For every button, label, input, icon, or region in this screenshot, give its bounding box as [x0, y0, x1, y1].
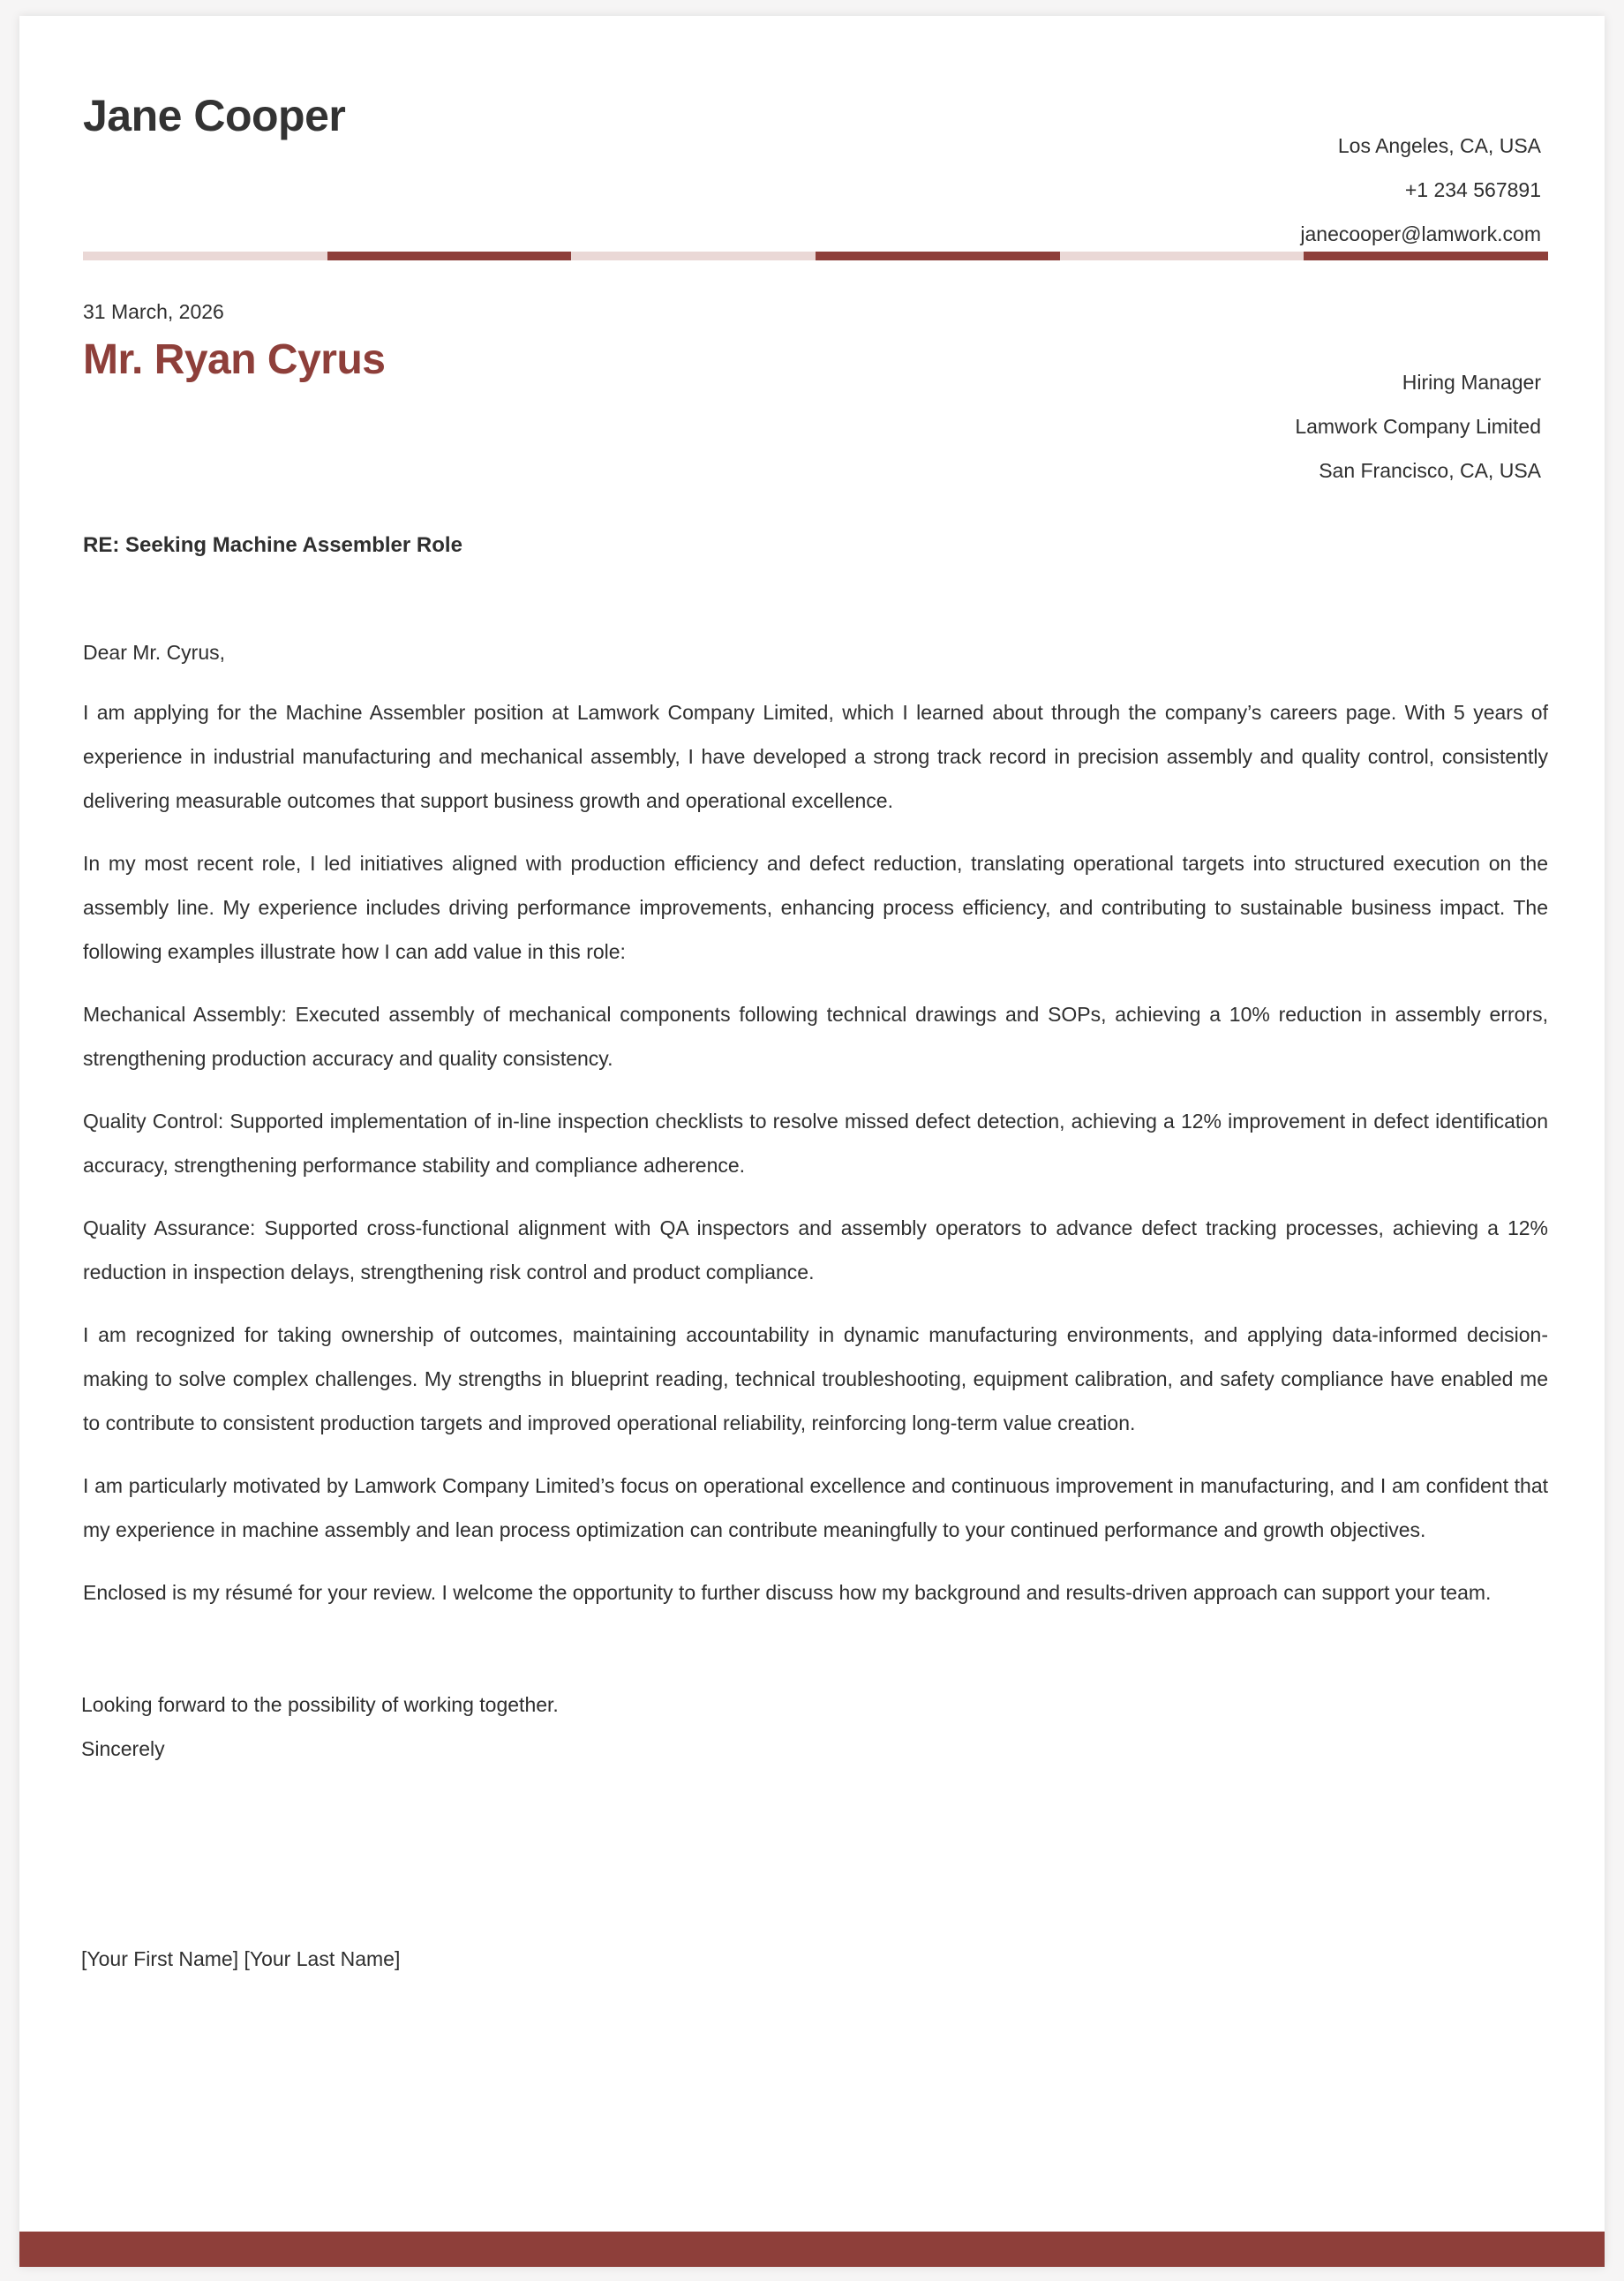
letter-page — [19, 16, 1605, 2267]
body-paragraph: Mechanical Assembly: Executed assembly of mechanical components following technical drawings and SOPs, achieving a 10% reduction in assembly errors, strengthening production accuracy and quality consistency. — [83, 1003, 1548, 1070]
divider-segment — [83, 252, 327, 260]
header-divider — [83, 252, 1548, 260]
letter-date: 31 March, 2026 — [83, 300, 224, 323]
sender-location: Los Angeles, CA, USA — [1337, 134, 1541, 157]
sender-name: Jane Cooper — [83, 91, 346, 140]
body-paragraph: Enclosed is my résumé for your review. I welcome the opportunity to further discuss how my background and results-driven approach can support your team. — [83, 1581, 1492, 1604]
letter-body — [83, 630, 1548, 1633]
divider-segment — [1304, 252, 1548, 260]
divider-segment — [327, 252, 572, 260]
closing-line: Looking forward to the possibility of working together. — [81, 1693, 559, 1716]
sender-contact — [1300, 124, 1541, 256]
sign-off: Sincerely — [81, 1737, 165, 1760]
recipient-title: Hiring Manager — [1402, 371, 1541, 394]
salutation: Dear Mr. Cyrus, — [83, 641, 226, 664]
subject-line: RE: Seeking Machine Assembler Role — [83, 533, 462, 557]
signature-name: [Your First Name] [Your Last Name] — [81, 1947, 401, 1970]
body-paragraph: In my most recent role, I led initiatives aligned with production efficiency and defect reduction, translating operational targets into structured execution on the assembly line. My experience includes driving performance improvements, enhancing process efficiency, and contributing to sustainable business impact. The following examples illustrate how I can add value in this role: — [83, 852, 1548, 963]
closing-block — [81, 1683, 559, 1771]
body-paragraph: Quality Control: Supported implementation of in-line inspection checklists to resolve missed defect detection, achieving a 12% improvement in defect identification accuracy, strengthening performance stability and compliance adherence. — [83, 1110, 1548, 1177]
recipient-name: Mr. Ryan Cyrus — [83, 336, 386, 383]
body-paragraph: I am particularly motivated by Lamwork Company Limited’s focus on operational excellence and continuous improvement in manufacturing, and I am confident that my experience in machine assembly and lean process optimization can contribute meaningfully to your continued performance and growth objectives. — [83, 1474, 1548, 1541]
body-paragraph: I am recognized for taking ownership of outcomes, maintaining accountability in dynamic manufacturing environments, and applying data-informed decision-making to solve complex challenges. My strengths in blueprint reading, technical troubleshooting, equipment calibration, and safety compliance have enabled me to contribute to consistent production targets and improved operational reliability, reinforcing long-term value creation. — [83, 1323, 1548, 1434]
body-paragraph: I am applying for the Machine Assembler position at Lamwork Company Limited, which I learned about through the company’s careers page. With 5 years of experience in industrial manufacturing and mechanical assembly, I have developed a strong track record in precision assembly and quality control, consistently delivering measurable outcomes that support business growth and operational excellence. — [83, 701, 1548, 812]
recipient-location: San Francisco, CA, USA — [1319, 459, 1541, 482]
divider-segment — [1060, 252, 1304, 260]
sender-phone: +1 234 567891 — [1404, 178, 1541, 201]
sender-email: janecooper@lamwork.com — [1300, 222, 1541, 245]
footer-bar — [19, 2232, 1605, 2267]
recipient-info — [1295, 360, 1541, 493]
recipient-company: Lamwork Company Limited — [1295, 415, 1541, 438]
divider-segment — [571, 252, 816, 260]
body-paragraph: Quality Assurance: Supported cross-functional alignment with QA inspectors and assembly operators to advance defect tracking processes, achieving a 12% reduction in inspection delays, strengthening risk control and product compliance. — [83, 1216, 1548, 1284]
divider-segment — [816, 252, 1060, 260]
